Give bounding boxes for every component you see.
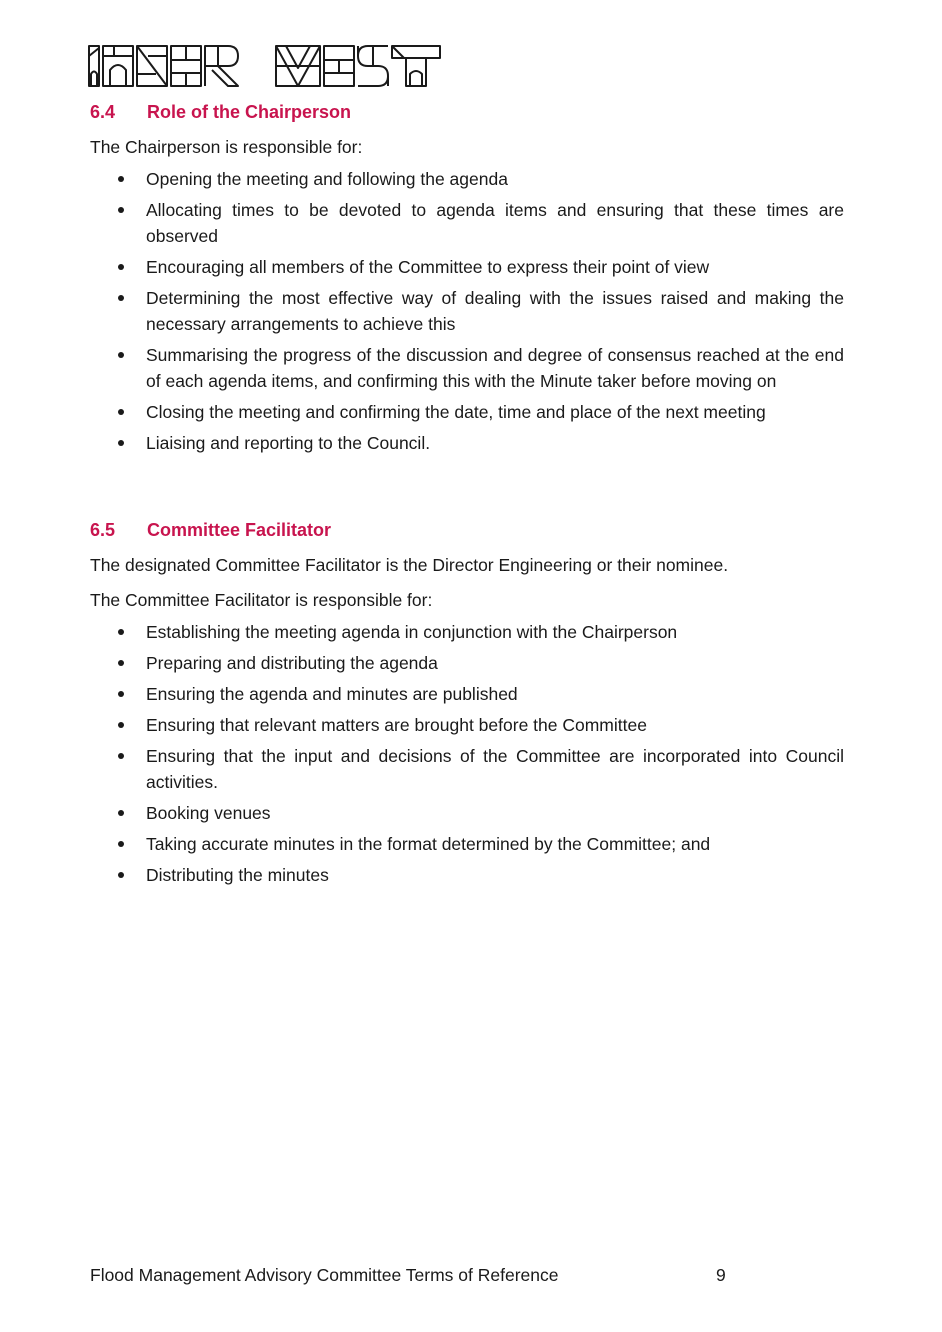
list-item-text: Ensuring that the input and decisions of the Committee are incorporated into Council activities.: [146, 746, 844, 792]
section-6-5: [90, 518, 844, 893]
section-number: 6.5: [90, 520, 116, 540]
bullet-icon: [118, 722, 124, 728]
bullet-icon: [118, 352, 124, 358]
list-item: [90, 712, 844, 738]
bullet-icon: [118, 872, 124, 878]
list-item-text: Closing the meeting and confirming the date, time and place of the next meeting: [146, 402, 766, 422]
section-number: 6.4: [90, 102, 116, 122]
list-item-text: Allocating times to be devoted to agenda items and ensuring that these times are observed: [146, 200, 844, 246]
bullet-icon: [118, 295, 124, 301]
list-item: [90, 743, 844, 795]
bullet-icon: [118, 753, 124, 759]
bullet-icon: [118, 176, 124, 182]
list-item: [90, 399, 844, 425]
bullet-icon: [118, 691, 124, 697]
section-paragraph: The designated Committee Facilitator is the Director Engineering or their nominee.: [90, 555, 729, 575]
list-item: [90, 800, 844, 826]
list-item: [90, 342, 844, 394]
inner-west-logo: [88, 44, 444, 90]
section-heading: [90, 100, 844, 124]
list-item-text: Booking venues: [146, 803, 271, 823]
bullet-icon: [118, 207, 124, 213]
list-item: [90, 681, 844, 707]
list-item: [90, 862, 844, 888]
bullet-icon: [118, 810, 124, 816]
list-item: [90, 619, 844, 645]
list-item-text: Preparing and distributing the agenda: [146, 653, 438, 673]
list-item-text: Distributing the minutes: [146, 865, 329, 885]
page-number: 9: [716, 1265, 726, 1285]
bullet-icon: [118, 409, 124, 415]
section-intro: The Chairperson is responsible for:: [90, 137, 363, 157]
list-item-text: Opening the meeting and following the agenda: [146, 169, 508, 189]
footer-document-title: Flood Management Advisory Committee Terms of Reference: [90, 1265, 559, 1285]
list-item: [90, 197, 844, 249]
list-item-text: Liaising and reporting to the Council.: [146, 433, 431, 453]
list-item: [90, 831, 844, 857]
section-title: Role of the Chairperson: [147, 102, 352, 122]
list-item: [90, 166, 844, 192]
bullet-icon: [118, 660, 124, 666]
list-item-text: Summarising the progress of the discussion and degree of consensus reached at the end of each agenda items, and confirming this with the Minute taker before moving on: [146, 345, 844, 391]
list-item: [90, 254, 844, 280]
list-item-text: Encouraging all members of the Committee to express their point of view: [146, 257, 710, 277]
list-item-text: Establishing the meeting agenda in conjunction with the Chairperson: [146, 622, 678, 642]
bullet-list: [90, 619, 844, 888]
list-item: [90, 650, 844, 676]
bullet-icon: [118, 629, 124, 635]
section-heading: [90, 518, 844, 542]
bullet-icon: [118, 264, 124, 270]
list-item-text: Ensuring that relevant matters are brought before the Committee: [146, 715, 647, 735]
section-title: Committee Facilitator: [147, 520, 332, 540]
bullet-icon: [118, 440, 124, 446]
list-item: [90, 430, 844, 456]
list-item: [90, 285, 844, 337]
bullet-list: [90, 166, 844, 456]
section-intro: The Committee Facilitator is responsible for:: [90, 590, 433, 610]
section-6-4: [90, 100, 844, 461]
list-item-text: Determining the most effective way of dealing with the issues raised and making the necessary arrangements to achieve this: [146, 288, 844, 334]
bullet-icon: [118, 841, 124, 847]
list-item-text: Ensuring the agenda and minutes are published: [146, 684, 518, 704]
list-item-text: Taking accurate minutes in the format determined by the Committee; and: [146, 834, 711, 854]
